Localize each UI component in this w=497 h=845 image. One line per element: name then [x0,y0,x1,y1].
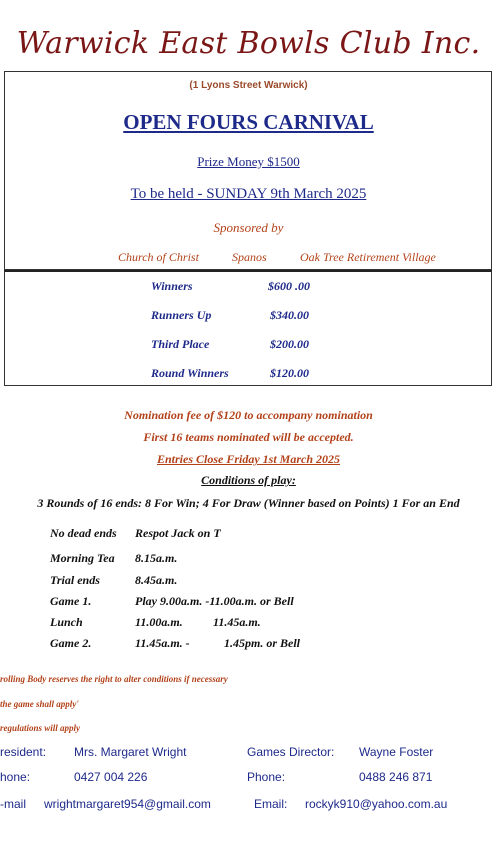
schedule-label-lunch: Lunch [50,615,83,629]
club-title: Warwick East Bowls Club Inc. [16,26,481,61]
president-label: resident: [0,745,47,759]
prize-amount-runners-up: $340.00 [270,308,309,322]
conditions-rounds: 3 Rounds of 16 ends: 8 For Win; 4 For Draw (Winner based on Points) 1 For an End [37,496,460,510]
sponsor-church-of-christ: Church of Christ [118,250,199,264]
prize-box [4,270,492,386]
prize-label-winners: Winners [151,279,193,293]
prize-label-round-winners: Round Winners [151,366,229,380]
email-label-president: -mail [0,797,26,811]
prize-label-runners-up: Runners Up [151,308,212,322]
director-label: Games Director: [247,745,335,759]
phone-director: 0488 246 871 [359,770,433,784]
schedule-time-morning-tea: 8.15a.m. [135,551,178,565]
schedule-time-game-2-start: 11.45a.m. - [135,636,190,650]
phone-president: 0427 004 226 [74,770,148,784]
schedule-label-trial-ends: Trial ends [50,573,100,587]
email-president: wrightmargaret954@gmail.com [44,797,211,811]
phone-label-director: Phone: [247,770,286,784]
prize-amount-winners: $600 .00 [268,279,310,293]
event-title: OPEN FOURS CARNIVAL [123,110,374,134]
schedule-time-game-2-end: 1.45pm. or Bell [224,636,301,650]
no-dead-ends: No dead ends [50,526,117,540]
event-box [4,71,492,270]
schedule-time-game-1: Play 9.00a.m. -11.00a.m. or Bell [135,594,294,608]
sponsored-by-label: Sponsored by [213,220,284,235]
prize-amount-third-place: $200.00 [270,337,309,351]
schedule-time-trial-ends: 8.45a.m. [135,573,178,587]
nomination-fee: Nomination fee of $120 to accompany nomination [124,408,373,422]
club-address: (1 Lyons Street Warwick) [189,80,308,91]
entries-close: Entries Close Friday 1st March 2025 [156,452,341,466]
nomination-limit: First 16 teams nominated will be accepted. [143,430,354,444]
prize-amount-round-winners: $120.00 [270,366,309,380]
prize-label-third-place: Third Place [151,337,210,351]
schedule-time-lunch-end: 11.45a.m. [213,615,261,629]
schedule-label-game-2: Game 2. [50,636,92,650]
event-date: To be held - SUNDAY 9th March 2025 [130,186,367,202]
president-name: Mrs. Margaret Wright [74,745,187,759]
phone-label-president: hone: [0,770,31,784]
schedule-time-lunch-start: 11.00a.m. [135,615,183,629]
schedule-label-game-1: Game 1. [50,594,92,608]
schedule-label-morning-tea: Morning Tea [50,551,115,565]
note-regulations: regulations will apply [0,723,81,733]
respot-jack: Respot Jack on T [135,526,221,540]
director-name: Wayne Foster [359,745,434,759]
note-game-rules: the game shall apply' [0,699,79,709]
prize-money: Prize Money $1500 [197,154,300,169]
email-director: rockyk910@yahoo.com.au [305,797,448,811]
sponsor-spanos: Spanos [232,250,267,264]
conditions-heading: Conditions of play: [201,473,296,487]
sponsor-oak-tree: Oak Tree Retirement Village [300,250,436,264]
email-label-director: Email: [254,797,288,811]
note-conditions: rolling Body reserves the right to alter conditions if necessary [0,674,228,684]
